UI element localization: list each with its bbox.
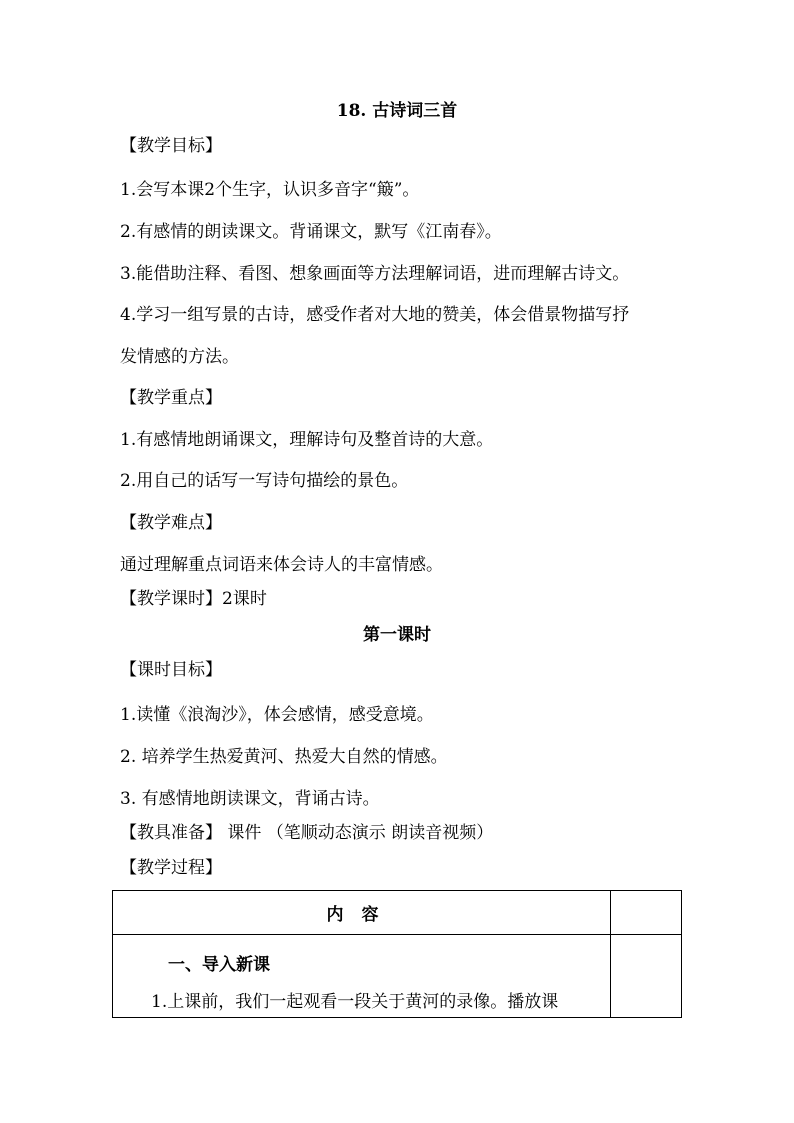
lesson-goal-item: 2. 培养学生热爱黄河、热爱大自然的情感。 <box>120 747 448 767</box>
goal-item: 发情感的方法。 <box>120 347 239 367</box>
table-row <box>113 935 682 1018</box>
key-item: 2.用自己的话写一写诗句描绘的景色。 <box>120 471 409 491</box>
goal-item: 4.学习一组写景的古诗，感受作者对大地的赞美，体会借景物描写抒 <box>120 305 630 325</box>
goals-heading: 【教学目标】 <box>120 136 222 156</box>
materials-text: 【教具准备】 课件 （笔顺动态演示 朗读音视频） <box>120 823 494 843</box>
process-heading: 【教学过程】 <box>120 858 222 878</box>
difficulty-heading: 【教学难点】 <box>120 513 222 533</box>
goal-item: 2.有感情的朗读课文。背诵课文，默写《江南春》。 <box>120 222 502 242</box>
table-header-empty <box>611 891 682 935</box>
table-body-content <box>113 935 611 1018</box>
lesson-goals-heading: 【课时目标】 <box>120 660 222 680</box>
lesson-title: 第一课时 <box>363 625 431 645</box>
process-table <box>112 890 682 1018</box>
lesson-goal-item: 1.读懂《浪淘沙》，体会感情，感受意境。 <box>120 705 434 725</box>
difficulty-text: 通过理解重点词语来体会诗人的丰富情感。 <box>120 555 443 575</box>
key-item: 1.有感情地朗诵课文，理解诗句及整首诗的大意。 <box>120 430 494 450</box>
lesson-goal-item: 3. 有感情地朗读课文，背诵古诗。 <box>120 789 380 809</box>
goal-item: 3.能借助注释、看图、想象画面等方法理解词语，进而理解古诗文。 <box>120 264 630 284</box>
goal-item: 1.会写本课2个生字，认识多音字“簸”。 <box>120 180 420 200</box>
table-header-row <box>113 891 682 935</box>
doc-title: 18. 古诗词三首 <box>336 101 458 121</box>
section-title: 一、导入新课 <box>168 955 270 975</box>
hours-text: 【教学课时】2课时 <box>120 589 267 609</box>
table-body-empty <box>611 935 682 1018</box>
table-header-content: 内容 <box>113 891 611 935</box>
section-line: 1.上课前，我们一起观看一段关于黄河的录像。播放课 <box>151 992 559 1012</box>
key-heading: 【教学重点】 <box>120 388 222 408</box>
